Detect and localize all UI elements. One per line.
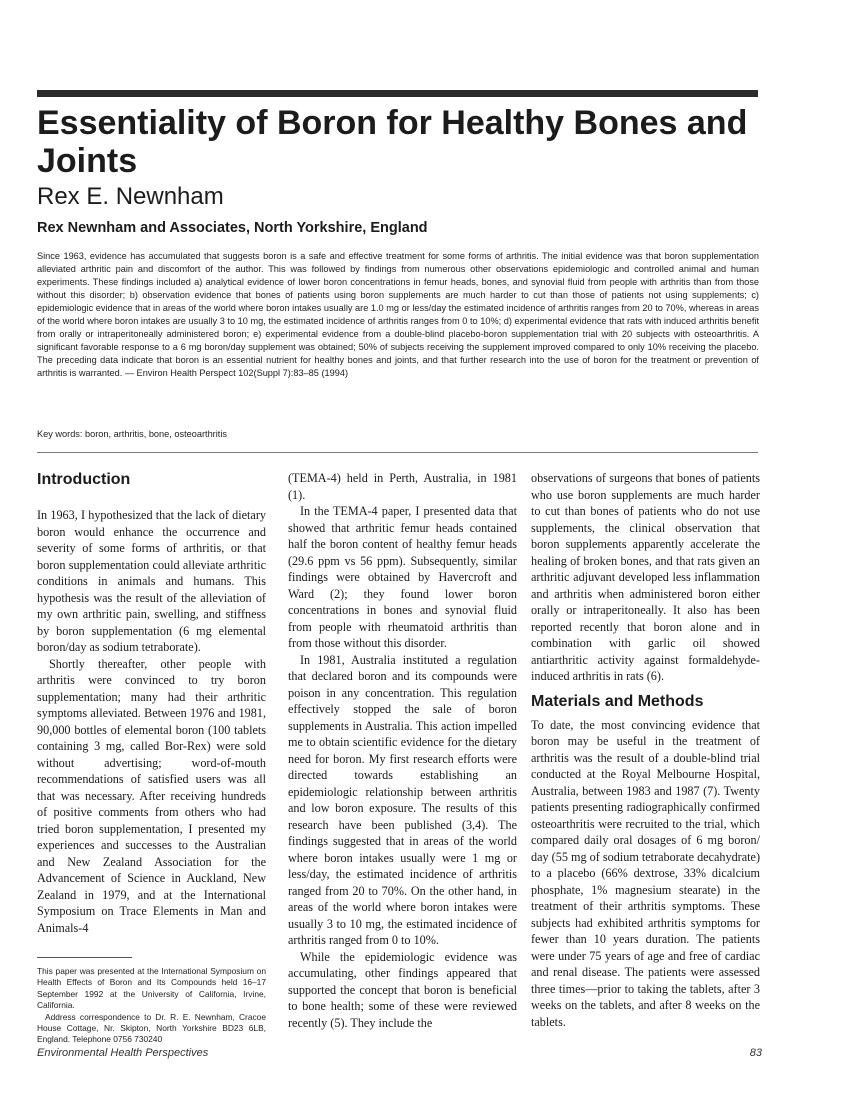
introduction-heading: Introduction <box>37 471 131 488</box>
column-2 <box>288 470 517 1031</box>
intro-paragraph-5-continued: observations of surgeons that bones of patients who use boron supplements are much harder to cut than bones of patients who do not use supplements, the clinical observation that boron supplements apparently accelerate the healing of broken bones, and that rats given an arthritic adjuvant developed less inflammation and arthritis when administered boron either orally or intraperitoneally. It also has been reported recently that boron alone and in combination with garlic oil showed antiarthritic activity against formaldehyde-induced arthritis in rats (6). <box>531 471 760 683</box>
footer-journal-name: Environmental Health Perspectives <box>37 1047 209 1059</box>
intro-paragraph-2: Shortly thereafter, other people with arthritis were convinced to try boron supplementation; many had their arthritic symptoms alleviated. Between 1976 and 1981, 90,000 bottles of elemental boron (100 tablets containing 3 mg, called Bor-Rex) were sold without advertising; word-of-mouth recommendations of satisfied users was all that was necessary. After receiving hundreds of positive comments from others who had tried boron supplementation, I presented my experiences and successes to the Australian and New Zealand Association for the Advancement of Science in Auckland, New Zealand in 1979, and at the International Symposium on Trace Elements in Man and Animals-4 <box>37 656 266 935</box>
header-divider <box>37 452 758 453</box>
title-rule-bar <box>37 90 758 97</box>
article-title: Essentiality of Boron for Healthy Bones and Joints <box>37 104 748 180</box>
footnote-divider <box>37 957 132 958</box>
column-1 <box>37 470 266 1046</box>
footnote-correspondence: Address correspondence to Dr. R. E. Newnham, Cracoe House Cottage, Nr. Skipton, North Yorkshire BD23 6LB, England. Telephone 0756 730240 <box>37 1011 266 1045</box>
intro-paragraph-2-continued: (TEMA-4) held in Perth, Australia, in 1981 (1). <box>288 471 517 502</box>
methods-paragraph-1: To date, the most convincing evidence that boron may be useful in the treatment of arthritis was the result of a double-blind trial conducted at the Royal Melbourne Hospital, Australia, between 1983 and 1987 (7). Twenty patients presenting radiographically confirmed osteoarthritis were recruited to the trial, which compared daily oral dosages of 6 mg boron/ day (55 mg of sodium tetraborate decahydrate) to a placebo (66% dextrose, 33% dicalcium phosphate, 1% magnesium stearate) in the treatment of their arthritis symptoms. These subjects had exhibited arthritis symptoms for fewer than 10 years duration. The patients were under 75 years of age and free of cardiac and renal disease. The patients were assessed three times—prior to taking the tablets, after 3 weeks on the tablets, and after 8 weeks on the tablets. <box>531 717 760 1029</box>
intro-paragraph-1: In 1963, I hypothesized that the lack of dietary boron would enhance the occurrence and severity of some forms of arthritis, or that boron supplementation could alleviate arthritic conditions in animals and humans. This hypothesis was the result of the alleviation of my own arthritic pain, swelling, and stiffness by boron supplementation (6 mg elemental boron/day as sodium tetraborate). <box>37 508 266 654</box>
footer-page-number: 83 <box>749 1047 762 1059</box>
footnote-presentation: This paper was presented at the International Symposium on Health Effects of Boron and Its Compounds held 16–17 September 1992 at the University of California, Irvine, California. <box>37 966 266 1011</box>
keywords: Key words: boron, arthritis, bone, osteoarthritis <box>37 429 227 439</box>
intro-paragraph-3: In the TEMA-4 paper, I presented data that showed that arthritic femur heads contained half the boron content of healthy femur heads (29.6 ppm vs 56 ppm). Subsequently, similar findings were obtained by Havercroft and Ward (2); they found lower boron concentrations in bones and synovial fluid from people with rheumatoid arthritis than from those without this disorder. <box>288 504 517 650</box>
author-name: Rex E. Newnham <box>37 183 224 210</box>
author-affiliation: Rex Newnham and Associates, North Yorkshire, England <box>37 220 428 236</box>
intro-paragraph-4: In 1981, Australia instituted a regulation that declared boron and its compounds were poison in any concentration. This regulation effectively stopped the sale of boron supplements in Australia. This action impelled me to obtain scientific evidence for the dietary need for boron. My first research efforts were directed towards establishing an epidemiologic relationship between arthritis and low boron exposure. The results of this research have been published (3,4). The findings suggested that in areas of the world where boron intakes usually were 1 mg or less/day, the estimated incidence of arthritis ranged from 20 to 70%. On the other hand, in areas of the world where boron intakes were usually 3 to 10 mg, the estimated incidence of arthritis ranged from 0 to 10%. <box>288 652 517 947</box>
methods-heading: Materials and Methods <box>531 692 704 710</box>
abstract: Since 1963, evidence has accumulated that suggests boron is a safe and effective treatment for some forms of arthritis. The initial evidence was that boron supplementation alleviated arthritic pain and discomfort of the author. This was followed by findings from numerous other observations epidemiologic and controlled animal and human experiments. These findings included a) analytical evidence of lower boron concentrations in femur heads, bones, and synovial fluid from people with arthritis than from those without this disorder; b) observation evidence that bones of patients using boron supplements are much harder to cut than those of patients not using supplements; c) epidemiologic evidence that in areas of the world where boron intakes usually are 1.0 mg or less/day the estimated incidence of arthritis ranges from 20 to 70%, whereas in areas of the world where boron intakes are usually 3 to 10 mg, the estimated incidence of arthritis ranges from 0 to 10%; d) experimental evidence that rats with induced arthritis benefit from orally or intraperitoneally administered boron; e) experimental evidence from a double-blind placebo-boron supplementation trial with 20 subjects with osteoarthritis. A significant favorable response to a 6 mg boron/day supplement was obtained; 50% of subjects receiving the supplement improved compared to only 10% receiving the placebo. The preceding data indicate that boron is an essential nutrient for healthy bones and joints, and that further research into the use of boron for the treatment or prevention of arthritis is warranted. — Environ Health Perspect 102(Suppl 7):83–85 (1994) <box>37 251 759 379</box>
column-3 <box>531 470 760 1030</box>
intro-paragraph-5: While the epidemiologic evidence was accumulating, other findings appeared that supported the concept that boron is beneficial to bone health; some of these were reviewed recently (5). They include the <box>288 949 517 1030</box>
